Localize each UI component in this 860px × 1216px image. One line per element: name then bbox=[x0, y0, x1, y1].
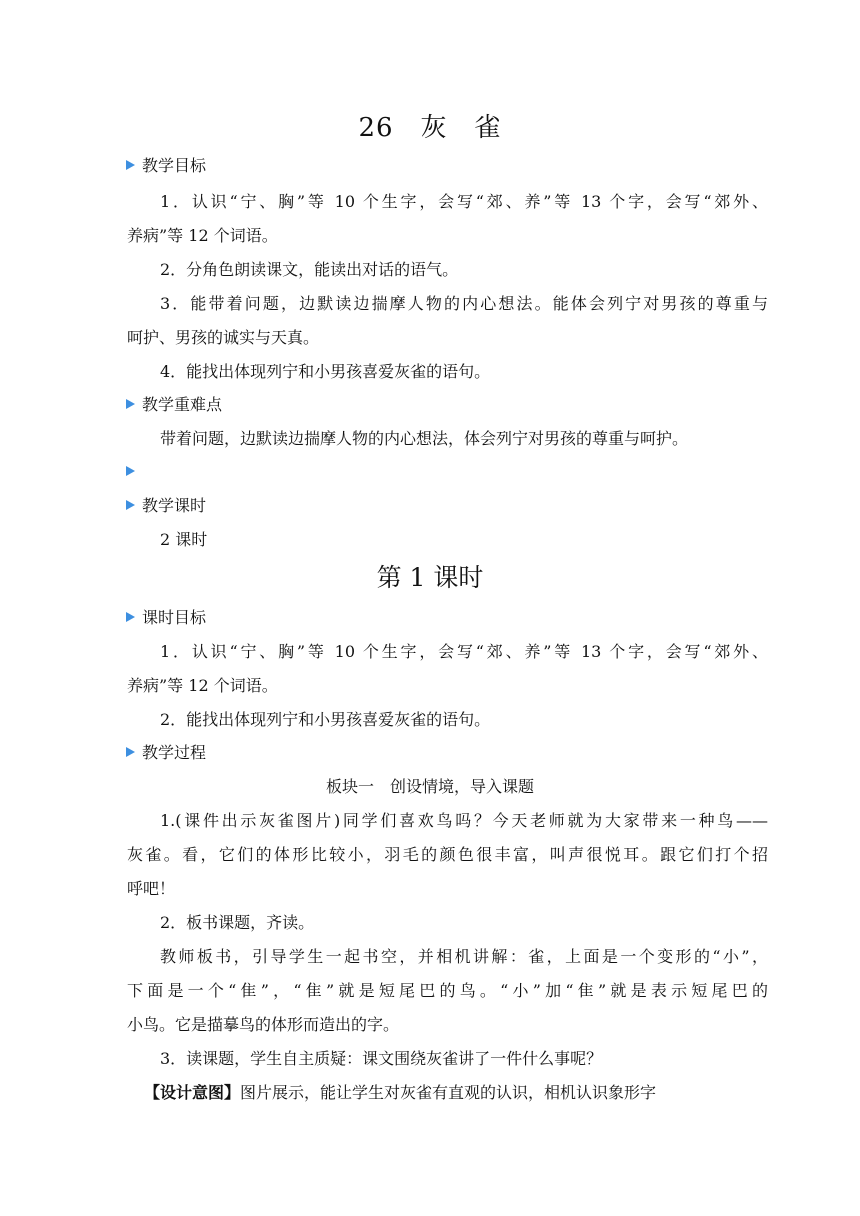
design-intent-text: 图片展示，能让学生对灰雀有直观的认识，相机认识象形字 bbox=[240, 1083, 657, 1102]
step-1-line-2: 灰雀。看，它们的体形比较小，羽毛的颜色很丰富，叫声很悦耳。跟它们打个招 bbox=[127, 845, 768, 864]
section-heading-empty bbox=[126, 460, 142, 484]
step-2: 2．板书课题，齐读。 bbox=[160, 913, 315, 932]
goal-1-line-2: 养病”等 12 个词语。 bbox=[127, 226, 278, 245]
triangle-bullet-icon bbox=[126, 612, 135, 622]
triangle-bullet-icon bbox=[126, 747, 135, 757]
section-heading-key-points: 教学重难点 bbox=[126, 393, 222, 417]
lesson-goal-2: 2．能找出体现列宁和小男孩喜爱灰雀的语句。 bbox=[160, 710, 491, 729]
lesson-title: 26 灰 雀 bbox=[358, 113, 502, 143]
lesson-goal-1-line-2: 养病”等 12 个词语。 bbox=[127, 676, 278, 695]
triangle-bullet-icon bbox=[126, 466, 135, 476]
section-heading-teaching-process: 教学过程 bbox=[126, 741, 206, 765]
section-heading-lesson-goals: 课时目标 bbox=[126, 606, 206, 630]
design-intent bbox=[144, 1081, 656, 1105]
step-3: 3．读课题，学生自主质疑：课文围绕灰雀讲了一件什么事呢？ bbox=[160, 1049, 603, 1068]
block-1-title: 板块一 创设情境，导入课题 bbox=[325, 777, 534, 796]
class-hours-text: 2 课时 bbox=[160, 530, 208, 549]
section-heading-class-hours: 教学课时 bbox=[126, 494, 206, 518]
step-1-line-1: 1.(课件出示灰雀图片)同学们喜欢鸟吗？今天老师就为大家带来一种鸟—— bbox=[160, 811, 768, 830]
lesson-goal-1-line-1: 1．认识“宁、胸”等 10 个生字，会写“郊、养”等 13 个字，会写“郊外、 bbox=[160, 642, 768, 661]
goal-3-line-2: 呵护、男孩的诚实与天真。 bbox=[127, 328, 320, 347]
goal-3-line-1: 3．能带着问题，边默读边揣摩人物的内心想法。能体会列宁对男孩的尊重与 bbox=[160, 294, 768, 313]
goal-2: 2．分角色朗读课文，能读出对话的语气。 bbox=[160, 260, 459, 279]
step-2-detail-line-3: 小鸟。它是描摹鸟的体形而造出的字。 bbox=[127, 1015, 400, 1034]
goal-1-line-1: 1．认识“宁、胸”等 10 个生字，会写“郊、养”等 13 个字，会写“郊外、 bbox=[160, 192, 768, 211]
goal-4: 4．能找出体现列宁和小男孩喜爱灰雀的语句。 bbox=[160, 362, 491, 381]
design-intent-label: 【设计意图】 bbox=[144, 1083, 241, 1102]
key-points-text: 带着问题，边默读边揣摩人物的内心想法，体会列宁对男孩的尊重与呵护。 bbox=[160, 429, 689, 448]
triangle-bullet-icon bbox=[126, 160, 135, 170]
section-heading-teaching-goals: 教学目标 bbox=[126, 154, 206, 178]
step-2-detail-line-2: 下面是一个“隹”，“隹”就是短尾巴的鸟。“小”加“隹”就是表示短尾巴的 bbox=[127, 981, 768, 1000]
step-2-detail-line-1: 教师板书，引导学生一起书空，并相机讲解：雀，上面是一个变形的“小”， bbox=[160, 947, 768, 966]
triangle-bullet-icon bbox=[126, 399, 135, 409]
step-1-line-3: 呼吧！ bbox=[127, 879, 176, 898]
lesson-1-title: 第 1 课时 bbox=[376, 563, 484, 592]
triangle-bullet-icon bbox=[126, 500, 135, 510]
